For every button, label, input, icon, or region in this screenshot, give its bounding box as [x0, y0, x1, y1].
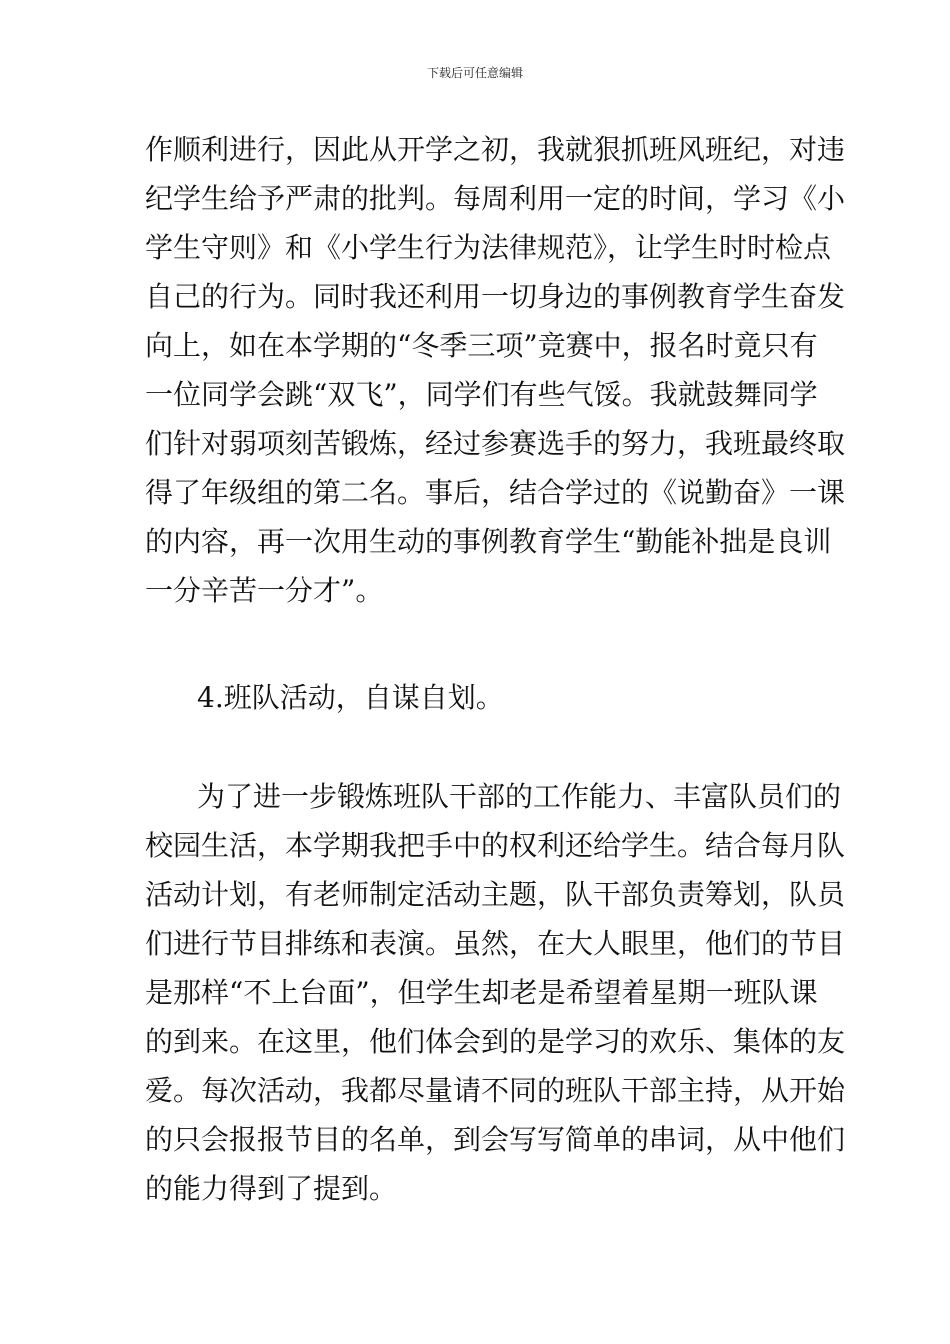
paragraph-line: 作顺利进行，因此从开学之初，我就狠抓班风班纪，对违 — [145, 133, 846, 166]
paragraph-line: 是那样“不上台面”，但学生却老是希望着星期一班队课 — [145, 976, 818, 1009]
paragraph-line: 得了年级组的第二名。事后，结合学过的《说勤奋》一课 — [145, 476, 846, 509]
paragraph-line: 校园生活，本学期我把手中的权利还给学生。结合每月队 — [145, 829, 846, 862]
paragraph-line: 学生守则》和《小学生行为法律规范》，让学生时时检点 — [145, 231, 832, 264]
page-header: 下载后可任意编辑 — [426, 66, 523, 80]
paragraph-line: 活动计划，有老师制定活动主题，队干部负责筹划，队员 — [145, 878, 846, 911]
section-heading-block — [145, 673, 825, 722]
paragraph-line: 们进行节目排练和表演。虽然，在大人眼里，他们的节目 — [145, 927, 846, 960]
paragraph-line: 一位同学会跳“双飞”，同学们有些气馁。我就鼓舞同学 — [145, 378, 818, 411]
paragraph-line: 为了进一步锻炼班队干部的工作能力、丰富队员们的 — [197, 780, 842, 813]
paragraph-line: 的到来。在这里，他们体会到的是学习的欢乐、集体的友 — [145, 1025, 846, 1058]
paragraph-line: 的内容，再一次用生动的事例教育学生“勤能补拙是良训 — [145, 525, 832, 558]
paragraph-2 — [145, 772, 846, 1213]
paragraph-line: 向上，如在本学期的“冬季三项”竞赛中，报名时竟只有 — [145, 329, 818, 362]
paragraph-line: 自己的行为。同时我还利用一切身边的事例教育学生奋发 — [145, 280, 846, 313]
paragraph-1 — [145, 125, 846, 615]
paragraph-line: 们针对弱项刻苦锻炼，经过参赛选手的努力，我班最终取 — [145, 427, 846, 460]
paragraph-line: 纪学生给予严肃的批判。每周利用一定的时间，学习《小 — [145, 182, 846, 215]
section-heading: 4.班队活动，自谋自划。 — [197, 681, 504, 714]
paragraph-line: 的能力得到了提到。 — [145, 1172, 398, 1205]
paragraph-line: 的只会报报节目的名单，到会写写简单的串词，从中他们 — [145, 1123, 846, 1156]
paragraph-line: 一分辛苦一分才”。 — [145, 574, 384, 607]
paragraph-line: 爱。每次活动，我都尽量请不同的班队干部主持，从开始 — [145, 1074, 846, 1107]
